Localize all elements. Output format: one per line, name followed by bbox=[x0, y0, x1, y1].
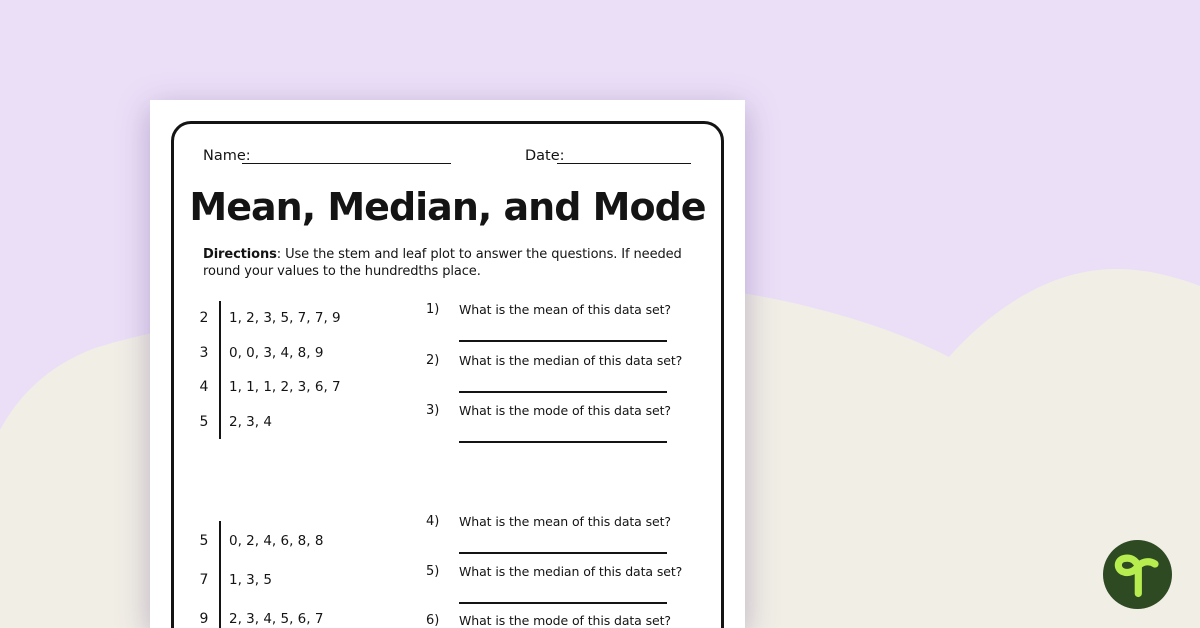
stem-value: 4 bbox=[199, 379, 209, 396]
stem-value: 9 bbox=[199, 610, 209, 627]
question-number: 4) bbox=[426, 514, 440, 529]
name-field-label: Name: bbox=[203, 148, 251, 164]
question-number: 6) bbox=[426, 613, 440, 628]
stem-leaf-row bbox=[189, 405, 341, 440]
question-number: 3) bbox=[426, 403, 440, 418]
question-3 bbox=[426, 402, 706, 443]
directions-text bbox=[203, 247, 682, 280]
stem-leaf-plot-1 bbox=[189, 301, 341, 439]
answer-line bbox=[459, 552, 667, 554]
question-number: 5) bbox=[426, 564, 440, 579]
question-text: What is the mode of this data set? bbox=[459, 613, 671, 628]
question-number: 1) bbox=[426, 302, 440, 317]
question-text: What is the median of this data set? bbox=[459, 353, 683, 368]
stem-value: 5 bbox=[199, 532, 209, 549]
date-field-label: Date: bbox=[525, 148, 565, 164]
answer-line bbox=[459, 340, 667, 342]
question-text: What is the mode of this data set? bbox=[459, 403, 671, 418]
date-write-line bbox=[557, 163, 691, 164]
leaf-values: 0, 2, 4, 6, 8, 8 bbox=[219, 521, 323, 560]
question-5 bbox=[426, 563, 706, 604]
worksheet-title: Mean, Median, and Mode bbox=[189, 185, 706, 229]
stem-value: 2 bbox=[199, 310, 209, 327]
answer-line bbox=[459, 602, 667, 604]
directions-line1: : Use the stem and leaf plot to answer the questions. If needed bbox=[276, 247, 682, 262]
leaf-values: 0, 0, 3, 4, 8, 9 bbox=[219, 336, 323, 371]
stem-leaf-row bbox=[189, 301, 341, 336]
question-number: 2) bbox=[426, 353, 440, 368]
stem-leaf-row bbox=[189, 560, 323, 599]
stem-leaf-row bbox=[189, 599, 323, 628]
stem-value: 7 bbox=[199, 571, 209, 588]
leaf-values: 1, 1, 1, 2, 3, 6, 7 bbox=[219, 370, 341, 405]
answer-line bbox=[459, 391, 667, 393]
stem-value: 5 bbox=[199, 413, 209, 430]
leaf-values: 1, 3, 5 bbox=[219, 560, 272, 599]
leaf-values: 2, 3, 4, 5, 6, 7 bbox=[219, 599, 323, 628]
leaf-values: 1, 2, 3, 5, 7, 7, 9 bbox=[219, 301, 341, 336]
question-6 bbox=[426, 612, 706, 628]
worksheet-page bbox=[150, 100, 745, 628]
question-4 bbox=[426, 513, 706, 554]
question-text: What is the mean of this data set? bbox=[459, 302, 671, 317]
question-text: What is the median of this data set? bbox=[459, 564, 683, 579]
question-1 bbox=[426, 301, 706, 342]
leaf-values: 2, 3, 4 bbox=[219, 405, 272, 440]
stem-leaf-row bbox=[189, 336, 341, 371]
directions-line2: round your values to the hundredths place. bbox=[203, 263, 481, 279]
stem-leaf-row bbox=[189, 521, 323, 560]
sprout-icon bbox=[1103, 540, 1172, 609]
directions-label: Directions bbox=[203, 247, 277, 262]
teach-starter-logo bbox=[1103, 540, 1172, 609]
stem-value: 3 bbox=[199, 344, 209, 361]
question-2 bbox=[426, 352, 706, 393]
question-text: What is the mean of this data set? bbox=[459, 514, 671, 529]
stem-leaf-plot-2 bbox=[189, 521, 323, 628]
name-write-line bbox=[242, 163, 451, 164]
answer-line bbox=[459, 441, 667, 443]
stem-leaf-row bbox=[189, 370, 341, 405]
worksheet-frame bbox=[171, 121, 724, 628]
